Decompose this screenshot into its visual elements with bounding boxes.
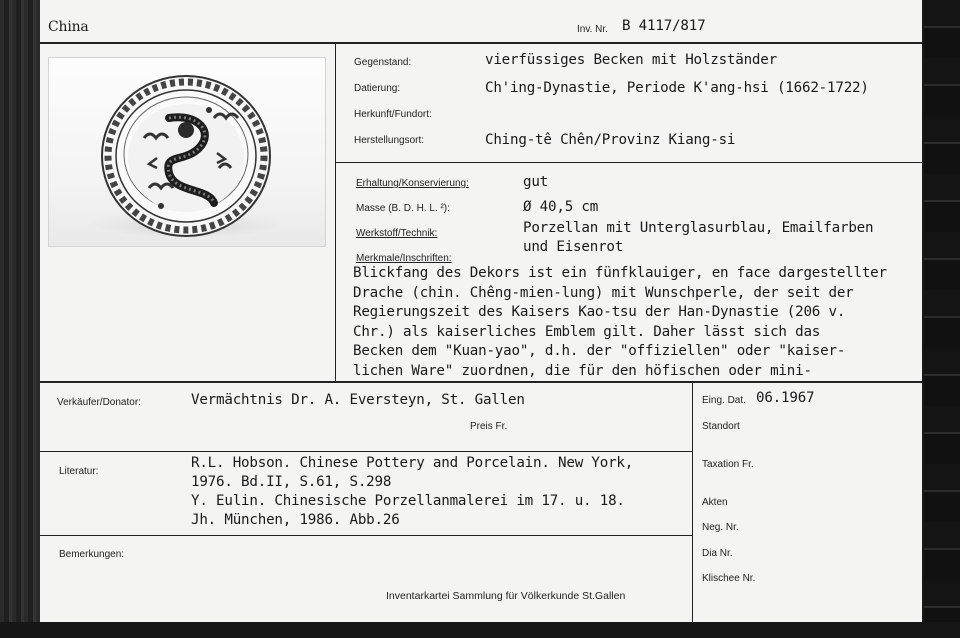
background-edge-bottom [0,622,960,638]
merkmale-line: Chr.) als kaiserliches Emblem gilt. Daher lässt sich das [353,323,821,340]
werkstoff-value-line2: und Eisenrot [523,239,624,255]
object-section-divider [335,162,922,163]
verkaeufer-label-text: Verkäufer/Donator: [57,397,141,408]
literature-divider [40,535,692,536]
masse-value: Ø 40,5 cm [523,199,599,215]
merkmale-line: lichen Ware" zuordnen, die für den höfischen oder mini- [353,362,812,379]
masse-label: Masse (B. D. H. L. ²): [356,203,450,214]
literatur-line: Jh. München, 1986. Abb.26 [191,512,400,528]
klischee-nr-label: Klischee Nr. [702,573,756,584]
merkmale-label: Merkmale/Inschriften: [356,253,452,264]
inventory-number: B 4117/817 [622,18,706,34]
inventory-card [40,0,922,622]
preis-label: Preis Fr. [470,421,508,432]
merkmale-line: Becken dem "Kuan-yao", d.h. der "offiziellen" oder "kaiser- [353,343,846,360]
gegenstand-label: Gegenstand: [354,57,412,68]
merkmale-line: Blickfang des Dekors ist ein fünfklauiger, en face dargestellter [353,265,887,281]
standort-label: Standort [702,421,740,432]
background-edge-left [0,0,40,638]
photo-column-divider [335,44,336,381]
bemerkungen-label: Bemerkungen: [59,549,125,560]
object-photo [48,57,326,247]
erhaltung-value: gut [523,174,549,190]
neg-nr-label: Neg. Nr. [702,522,739,533]
literatur-line: 1976. Bd.II, S.61, S.298 [191,474,392,490]
erhaltung-label: Erhaltung/Konservierung: [356,178,469,189]
merkmale-description [353,264,931,382]
datierung-label: Datierung: [354,83,401,94]
herstellungsort-label: Herstellungsort: [354,135,425,146]
akten-label: Akten [702,497,728,508]
gegenstand-value: vierfüssiges Becken mit Holzständer [485,52,777,68]
verkaeufer-label [57,397,141,408]
inventory-number-label: Inv. Nr. [577,24,608,35]
werkstoff-label: Werkstoff/Technik: [356,228,438,239]
donor-divider [40,451,692,452]
herstellungsort-value: Ching-tê Chên/Provinz Kiang-si [485,132,736,148]
literatur-line: R.L. Hobson. Chinese Pottery and Porcelain. New York, [191,455,634,471]
eing-dat-value: 06.1967 [756,390,815,406]
literatur-label: Literatur: [59,466,99,477]
werkstoff-value-line1: Porzellan mit Unterglasurblau, Emailfarben [523,220,874,236]
verkaeufer-value: Vermächtnis Dr. A. Eversteyn, St. Gallen [191,392,525,408]
header-divider [40,42,922,44]
datierung-value: Ch'ing-Dynastie, Periode K'ang-hsi (1662-1722) [485,80,869,96]
literatur-line: Y. Eulin. Chinesische Porzellanmalerei im 17. u. 18. [191,493,625,509]
merkmale-line: Drache (chin. Chêng-mien-lung) mit Wunschperle, der seit der [353,284,854,301]
eing-dat-label: Eing. Dat. [702,395,746,406]
taxation-label: Taxation Fr. [702,459,754,470]
dia-nr-label: Dia Nr. [702,548,733,559]
admin-column-divider [692,383,693,622]
dragon-basin-image [49,58,325,246]
country-label: China [48,19,89,35]
herkunft-label: Herkunft/Fundort: [354,109,432,120]
merkmale-line: Regierungszeit des Kaisers Kao-tsu der Han-Dynastie (206 v. [353,304,846,321]
card-footer-institution: Inventarkartei Sammlung für Völkerkunde St.Gallen [386,590,626,602]
